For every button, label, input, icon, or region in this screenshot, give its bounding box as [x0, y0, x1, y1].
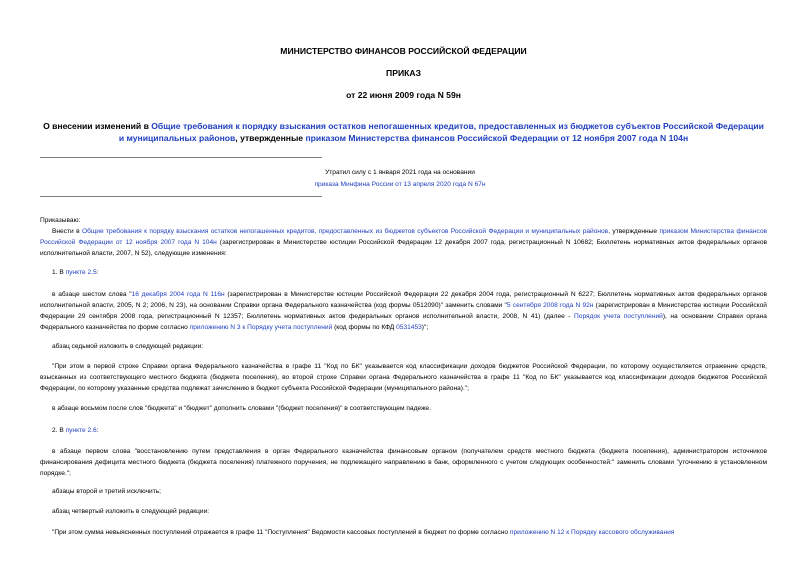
- p1-text-c: (зарегистрирован в Министерстве юстиции Российской Федерации 12 декабря 2007 года, регистрационный N 10682; Бюллетень нормативных актов федеральных органов исполнительной власти, 2007, N 52), следующие изменения:: [40, 239, 767, 257]
- order-116n-link[interactable]: 16 декабря 2004 года N 116н: [131, 291, 225, 298]
- paragraph-1: [40, 226, 767, 259]
- p1-text-b: , утвержденные: [608, 228, 660, 235]
- paragraph-5: в абзаце восьмом после слов "бюджета" и "бюджет" дополнить словами "(бюджет поселения)" в соответствующем падеже.: [52, 405, 431, 412]
- divider-top: [40, 157, 322, 158]
- paragraph-7: абзацы второй и третий исключить;: [52, 488, 162, 495]
- order-92n-link[interactable]: 5 сентября 2008 года N 92н: [506, 302, 594, 309]
- p2-text-f: )";: [421, 324, 429, 331]
- document-subject: [40, 120, 767, 144]
- paragraph-9: [40, 527, 767, 538]
- document-type-heading: ПРИКАЗ: [386, 68, 421, 78]
- p1-order-104n-link[interactable]: приказом Министерства финансов Российской Федерации от 12 ноября 2007 года N 104н: [40, 228, 767, 246]
- document-date-number: от 22 июня 2009 года N 59н: [346, 90, 461, 100]
- subject-prefix: О внесении изменений в: [43, 121, 152, 131]
- p9-text-a: "При этом сумма невыясненных поступлений отражается в графе 11 "Поступления" Ведомости кассовых поступлений в бюджет по форме согласно: [52, 529, 510, 536]
- p2-text-c: (зарегистрирован в Министерстве юстиции Российской Федерации 29 сентября 2008 года, регистрационный N 12357; Бюллетень нормативных актов федеральных органов исполнительной власти, 2008, N 41) (далее -: [40, 302, 767, 320]
- divider-bottom: [40, 196, 322, 197]
- paragraph-8: абзац четвертый изложить в следующей редакции:: [52, 508, 210, 515]
- item2-text-a: 2. В: [52, 427, 66, 434]
- p2-text-b: (зарегистрирован в Министерстве юстиции Российской Федерации 22 декабря 2004 года, регистрационный N 6227; Бюллетень нормативных актов федеральных органов исполнительной власти, 2005, N 2; 2006, N 23), на основании Справки органа Федерального казначейства (код формы 0512090)" заменить словами ": [40, 291, 768, 309]
- item-1: [40, 267, 767, 278]
- p1-text-a: Внести в: [52, 228, 82, 235]
- item1-text-b: :: [96, 269, 99, 276]
- receipts-procedure-link[interactable]: Порядок учета поступлений: [574, 313, 663, 320]
- p1-general-requirements-link[interactable]: Общие требования к порядку взыскания остатков непогашенных кредитов, предоставленных из бюджетов субъектов Российской Федерации и муниципальных районов: [81, 228, 609, 235]
- paragraph-4: "При этом в первой строке Справки органа Федерального казначейства в графе 11 "Код по БК" указывается код классификации доходов бюджетов Российской Федерации, по которому осуществляется отражение средств, взысканных из соответствующего местного бюджета (бюджета поселения), во второй строке Справки органа Федерального казначейства в графе 11 "Код по БК" указывается код классификации доходов бюджетов Российской Федерации, по которому указанные средства подлежат зачислению в бюджет субъекта Российской Федерации (муниципального района).";: [40, 363, 767, 392]
- order-intro: Приказываю:: [40, 217, 81, 224]
- item1-text-a: 1. В: [52, 269, 66, 276]
- paragraph-6: в абзаце первом слова "восстановлению путем представления в орган Федерального казначейства финансовым органом (получателем средств местного бюджета (бюджета поселения), администратором источников финансирования дефицита местного бюджета (бюджета поселения) платежного поручения, не подлежащего направлению в банк, оформленного с учетом следующих особенностей:" заменить словами "уточнению в установленном порядке.";: [40, 448, 767, 477]
- order-104n-link[interactable]: приказом Министерства финансов Российской Федерации от 12 ноября 2007 года N 104н: [305, 133, 689, 143]
- point-2-6-link[interactable]: пункте 2.6: [65, 427, 97, 434]
- form-code-link[interactable]: 0531453: [396, 324, 422, 331]
- status-line: Утратил силу с 1 января 2021 года на основании: [325, 169, 475, 176]
- subject-middle: , утвержденные: [235, 133, 306, 143]
- p2-text-e: (код формы по КФД: [332, 324, 397, 331]
- item2-text-b: :: [96, 427, 99, 434]
- paragraph-3: абзац седьмой изложить в следующей редакции:: [52, 343, 204, 350]
- p2-text-d: ), на основании Справки органа Федерального казначейства по форме согласно: [40, 313, 767, 331]
- item-2: [40, 425, 767, 436]
- repeal-order-link[interactable]: приказа Минфина России от 13 апреля 2020 года N 67н: [314, 181, 486, 188]
- appendix-12-link[interactable]: приложению N 12 к Порядку кассового обслуживания: [509, 529, 675, 536]
- p2-text-a: в абзаце шестом слова ": [52, 291, 132, 298]
- ministry-heading: МИНИСТЕРСТВО ФИНАНСОВ РОССИЙСКОЙ ФЕДЕРАЦИИ: [280, 46, 527, 56]
- status-note: [250, 167, 550, 191]
- general-requirements-link[interactable]: Общие требования к порядку взыскания остатков непогашенных кредитов, предоставленных из бюджетов субъектов Российской Федерации и муниципальных районов: [118, 121, 764, 143]
- paragraph-2: [40, 289, 767, 333]
- appendix-3-link[interactable]: приложению N 3 к Порядку учета поступлений: [189, 324, 333, 331]
- point-2-5-link[interactable]: пункте 2.5: [65, 269, 97, 276]
